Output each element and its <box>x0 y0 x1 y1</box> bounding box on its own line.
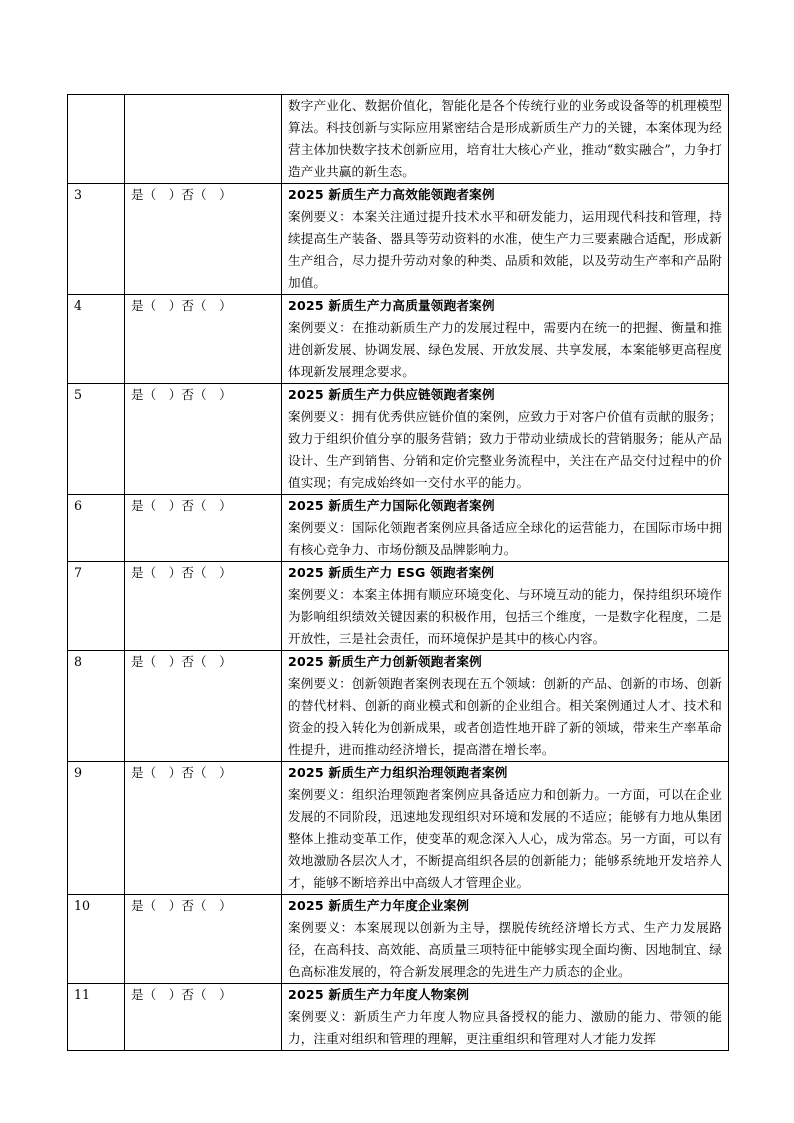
case-row <box>68 651 729 762</box>
case-title: 2025 新质生产力供应链领跑者案例 <box>288 387 495 402</box>
case-row <box>68 562 729 651</box>
yes-no-choice[interactable]: 是（ ）否（ ） <box>125 895 282 984</box>
case-row <box>68 984 729 1051</box>
case-row <box>68 384 729 495</box>
case-number: 4 <box>68 295 125 384</box>
case-row <box>68 184 729 295</box>
case-description <box>282 384 729 495</box>
case-number <box>68 95 125 184</box>
yes-no-choice[interactable] <box>125 95 282 184</box>
yes-no-choice[interactable]: 是（ ）否（ ） <box>125 184 282 295</box>
case-title: 2025 新质生产力高质量领跑者案例 <box>288 298 495 313</box>
yes-no-choice[interactable]: 是（ ）否（ ） <box>125 495 282 562</box>
case-number: 11 <box>68 984 125 1051</box>
case-number: 7 <box>68 562 125 651</box>
yes-no-choice[interactable]: 是（ ）否（ ） <box>125 651 282 762</box>
case-body-text: 案例要义：组织治理领跑者案例应具备适应力和创新力。一方面，可以在企业发展的不同阶段，迅速地发现组织对环境和发展的不适应；能够有力地从集团整体上推动变革工作，使变革的观念深入人心，成为常态。另一方面，可以有效地激励各层次人才，不断提高组织各层的创新能力；能够系统地开发培养人才，能够不断培养出中高级人才管理企业。 <box>288 787 722 890</box>
case-title: 2025 新质生产力高效能领跑者案例 <box>288 187 495 202</box>
case-description <box>282 295 729 384</box>
case-title: 2025 新质生产力组织治理领跑者案例 <box>288 765 508 780</box>
case-body-text: 案例要义：新质生产力年度人物应具备授权的能力、激励的能力、带领的能力，注重对组织和管理的理解，更注重组织和管理对人才能力发挥 <box>288 1009 722 1046</box>
case-title: 2025 新质生产力国际化领跑者案例 <box>288 498 495 513</box>
case-description <box>282 95 729 184</box>
case-row <box>68 495 729 562</box>
case-title: 2025 新质生产力 ESG 领跑者案例 <box>288 565 495 580</box>
case-body-text: 案例要义：拥有优秀供应链价值的案例，应致力于对客户价值有贡献的服务；致力于组织价值分享的服务营销；致力于带动业绩成长的营销服务；能从产品设计、生产到销售、分销和定价完整业务流程中，关注在产品交付过程中的价值实现；有完成始终如一交付水平的能力。 <box>288 409 722 490</box>
case-body-text: 案例要义：在推动新质生产力的发展过程中，需要内在统一的把握、衡量和推进创新发展、协调发展、绿色发展、开放发展、共享发展，本案能够更高程度体现新发展理念要求。 <box>288 320 722 379</box>
case-row <box>68 95 729 184</box>
case-body-text: 案例要义：本案关注通过提升技术水平和研发能力，运用现代科技和管理，持续提高生产装备、器具等劳动资料的水准，使生产力三要素融合适配，形成新生产组合，尽力提升劳动对象的种类、品质和效能，以及劳动生产率和产品附加值。 <box>288 209 722 290</box>
case-body-text: 案例要义：国际化领跑者案例应具备适应全球化的运营能力，在国际市场中拥有核心竞争力、市场份额及品牌影响力。 <box>288 520 722 557</box>
case-row <box>68 762 729 895</box>
yes-no-choice[interactable]: 是（ ）否（ ） <box>125 295 282 384</box>
case-description <box>282 895 729 984</box>
yes-no-choice[interactable]: 是（ ）否（ ） <box>125 562 282 651</box>
case-table-body <box>68 95 729 1051</box>
case-row <box>68 295 729 384</box>
case-description <box>282 562 729 651</box>
case-number: 3 <box>68 184 125 295</box>
case-body-text: 案例要义：本案主体拥有顺应环境变化、与环境互动的能力，保持组织环境作为影响组织绩效关键因素的积极作用，包括三个维度，一是数字化程度，二是开放性，三是社会责任，而环境保护是其中的核心内容。 <box>288 587 722 646</box>
yes-no-choice[interactable]: 是（ ）否（ ） <box>125 984 282 1051</box>
case-number: 5 <box>68 384 125 495</box>
case-description <box>282 984 729 1051</box>
case-body-text: 数字产业化、数据价值化，智能化是各个传统行业的业务或设备等的机理模型算法。科技创新与实际应用紧密结合是形成新质生产力的关键，本案体现为经营主体加快数字技术创新应用，培育壮大核心产业，推动“数实融合”，力争打造产业共赢的新生态。 <box>288 98 722 179</box>
yes-no-choice[interactable]: 是（ ）否（ ） <box>125 762 282 895</box>
case-title: 2025 新质生产力年度人物案例 <box>288 987 470 1002</box>
yes-no-choice[interactable]: 是（ ）否（ ） <box>125 384 282 495</box>
case-title: 2025 新质生产力创新领跑者案例 <box>288 654 482 669</box>
case-description <box>282 495 729 562</box>
case-table <box>67 94 729 1051</box>
case-title: 2025 新质生产力年度企业案例 <box>288 898 470 913</box>
case-number: 8 <box>68 651 125 762</box>
case-description <box>282 184 729 295</box>
case-row <box>68 895 729 984</box>
case-number: 9 <box>68 762 125 895</box>
case-number: 6 <box>68 495 125 562</box>
case-description <box>282 762 729 895</box>
case-body-text: 案例要义：创新领跑者案例表现在五个领域：创新的产品、创新的市场、创新的替代材料、创新的商业模式和创新的企业组合。相关案例通过人才、技术和资金的投入转化为创新成果，或者创造性地开辟了新的领域，带来生产率革命性提升，进而推动经济增长，提高潜在增长率。 <box>288 676 722 757</box>
case-number: 10 <box>68 895 125 984</box>
case-body-text: 案例要义：本案展现以创新为主导，摆脱传统经济增长方式、生产力发展路径，在高科技、高效能、高质量三项特征中能够实现全面均衡、因地制宜、绿色高标准发展的，符合新发展理念的先进生产力质态的企业。 <box>288 920 722 979</box>
case-description <box>282 651 729 762</box>
